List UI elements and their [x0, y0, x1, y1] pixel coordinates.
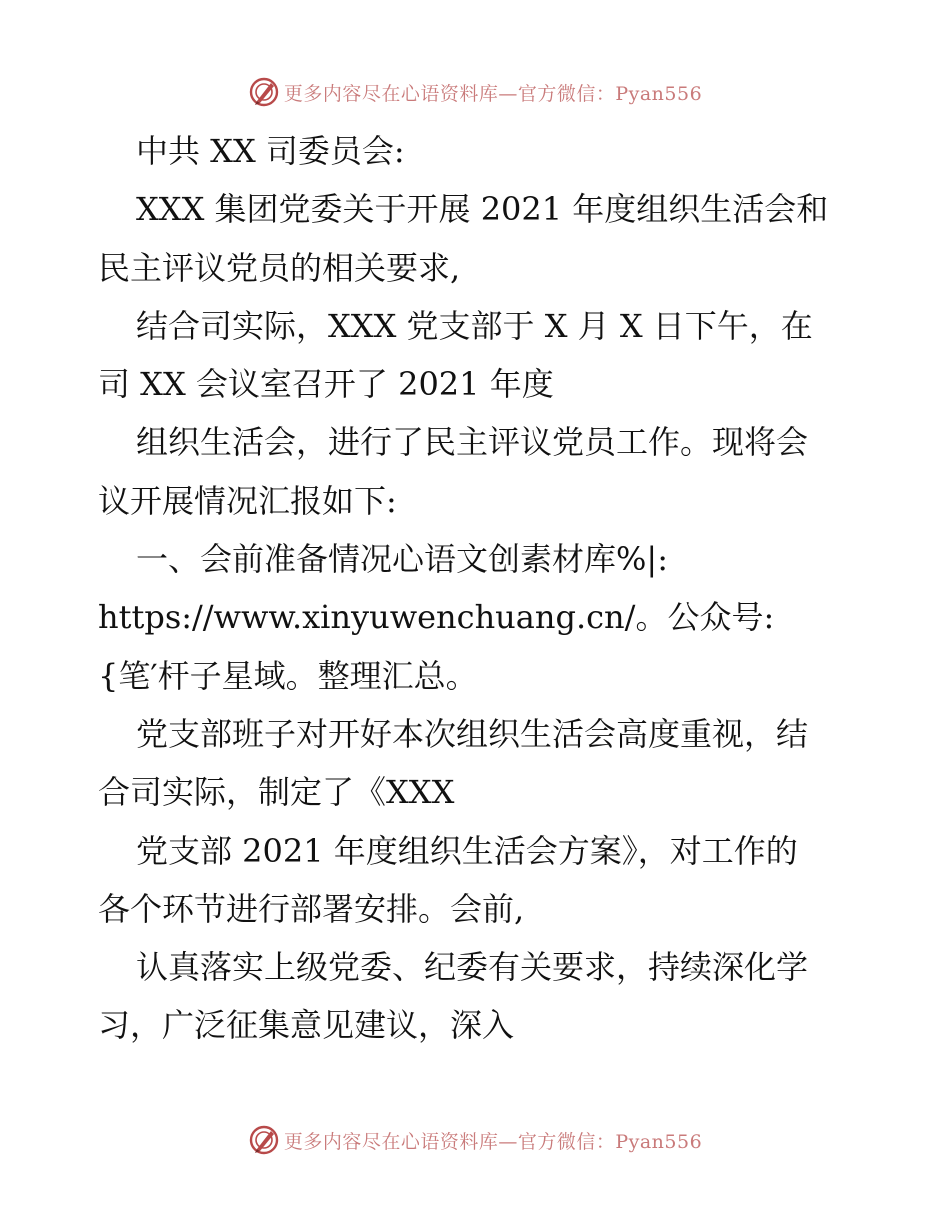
document-body [98, 122, 858, 1055]
text-line: 党支部 2021 年度组织生活会方案》，对工作的 [136, 831, 798, 870]
pen-logo-icon [248, 1124, 280, 1156]
text-line: 结合司实际，XXX 党支部于 X 月 X 日下午，在 [136, 306, 813, 345]
watermark-text: 更多内容尽在心语资料库—官方微信：Pyan556 [283, 1130, 703, 1153]
text-line: 民主评议党员的相关要求, [98, 248, 461, 287]
text-line: 认真落实上级党委、纪委有关要求，持续深化学 [136, 948, 809, 987]
text-line: 各个环节进行部署安排。会前, [98, 889, 525, 928]
text-line: 议开展情况汇报如下: [98, 481, 397, 520]
text-line: 一、会前准备情况心语文创素材库%|: [136, 540, 668, 579]
text-line: 合司实际，制定了《XXX [98, 773, 455, 812]
text-line: 司 XX 会议室召开了 2021 年度 [98, 365, 554, 404]
text-line: https://www.xinyuwenchuang.cn/。公众号: [98, 598, 775, 637]
watermark-text: 更多内容尽在心语资料库—官方微信：Pyan556 [283, 82, 703, 105]
text-line: {笔′杆子星域。整理汇总。 [98, 656, 478, 695]
footer-watermark [0, 1120, 950, 1160]
text-line: 党支部班子对开好本次组织生活会高度重视，结 [136, 714, 809, 753]
pen-logo-icon [248, 76, 280, 108]
text-line: XXX 集团党委关于开展 2021 年度组织生活会和 [136, 190, 829, 229]
text-line: 中共 XX 司委员会: [136, 132, 405, 170]
header-watermark [0, 72, 950, 112]
text-line: 习，广泛征集意见建议，深入 [98, 1006, 515, 1045]
text-line: 组织生活会，进行了民主评议党员工作。现将会 [136, 423, 809, 462]
